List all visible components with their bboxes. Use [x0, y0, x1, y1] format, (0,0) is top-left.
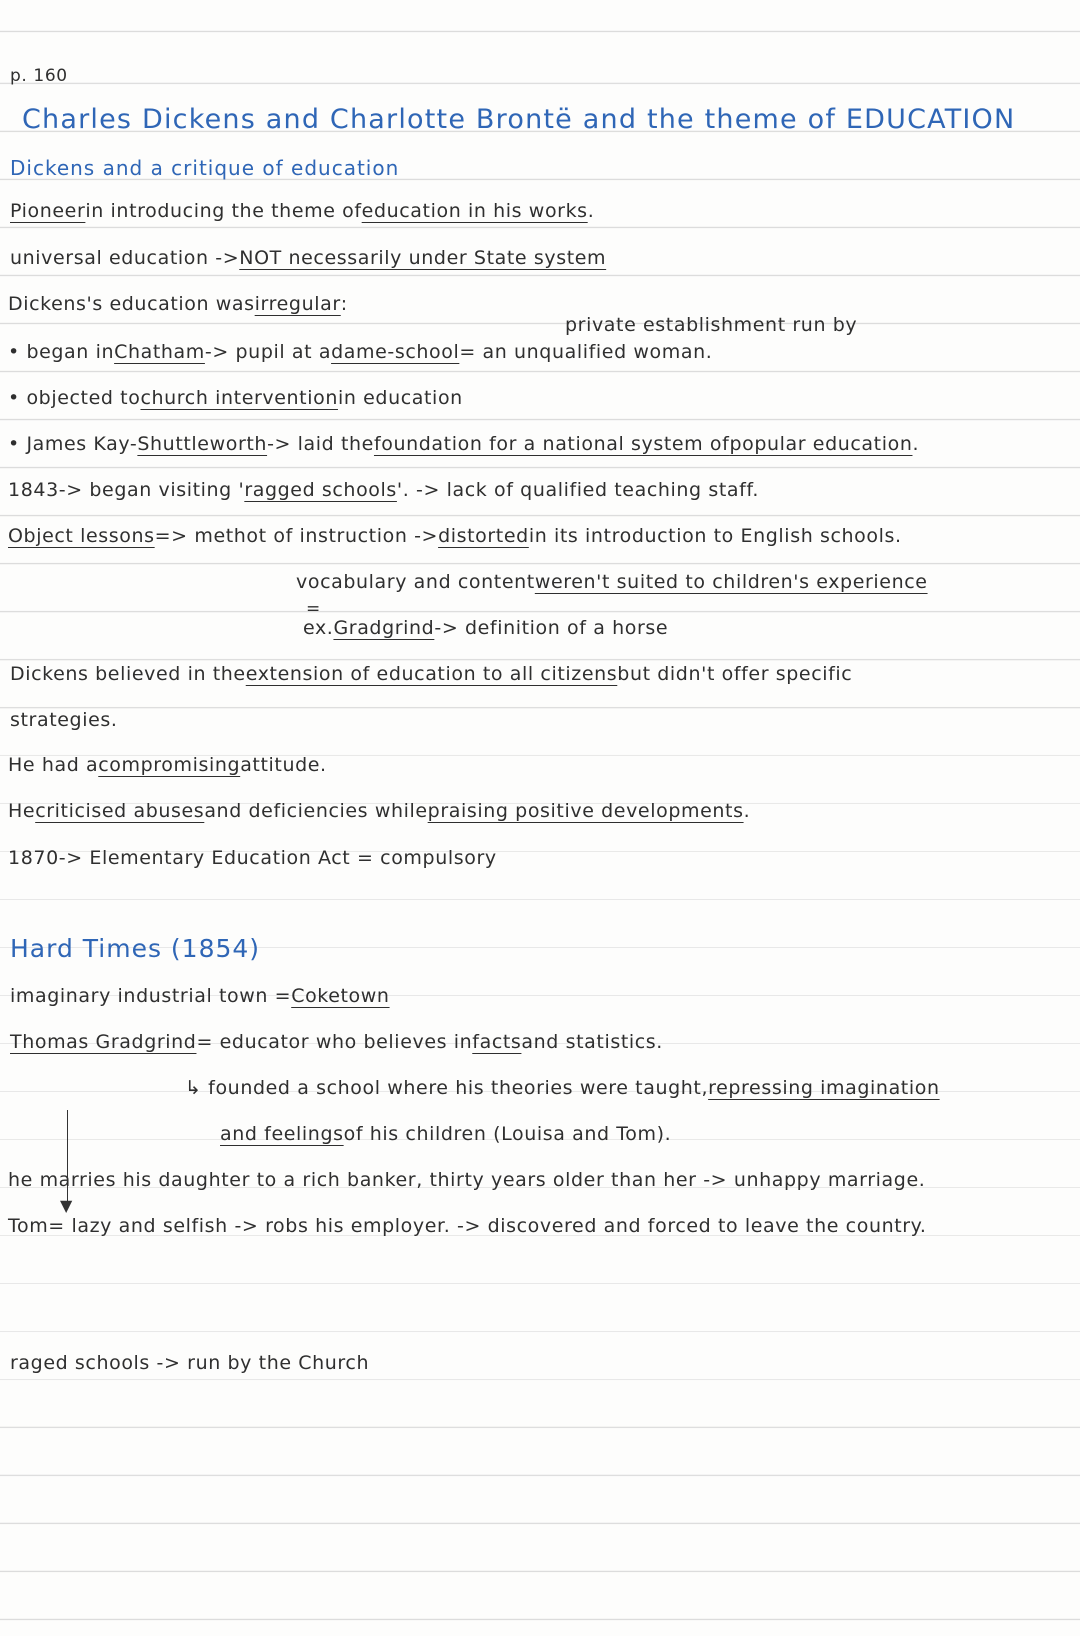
note-text: NOT necessarily under State system: [239, 247, 607, 269]
note-text: vocabulary and content: [296, 571, 535, 593]
note-line-extension: [10, 663, 852, 685]
note-annotation-private: private establishment run by: [565, 314, 858, 336]
note-line-gradgrind: [10, 1031, 663, 1053]
note-text: attitude.: [240, 754, 327, 776]
note-text: irregular: [254, 293, 341, 315]
note-text: ragged schools: [244, 479, 397, 501]
note-line-universal: [10, 247, 606, 269]
note-text: • began in: [8, 341, 115, 363]
note-text: church intervention: [140, 387, 338, 409]
note-text: • objected to: [8, 387, 141, 409]
note-text: extension of education to all citizens: [245, 663, 618, 685]
note-text: distorted: [438, 525, 529, 547]
note-text: but didn't offer specific: [617, 663, 853, 685]
note-text: of his children (Louisa and Tom).: [343, 1123, 672, 1145]
note-text: compromising: [98, 754, 241, 776]
note-text: Chatham: [114, 341, 205, 363]
equals-sign: =: [306, 599, 321, 619]
page-title: Charles Dickens and Charlotte Brontë and the theme of EDUCATION: [22, 104, 1016, 135]
note-text: Coketown: [291, 985, 390, 1007]
note-text: in introducing the theme of: [85, 200, 362, 222]
note-text: He had a: [8, 754, 99, 776]
bullet-kay-shuttleworth: [8, 433, 919, 455]
note-text: = educator who believes in: [196, 1031, 473, 1053]
note-text: education in his works: [361, 200, 588, 222]
note-text: Shuttleworth: [137, 433, 268, 455]
note-text: in its introduction to English schools.: [528, 525, 902, 547]
note-text: and statistics.: [521, 1031, 663, 1053]
note-line-tom: Tom= lazy and selfish -> robs his employer. -> discovered and forced to leave the country.: [8, 1215, 927, 1237]
note-line-school: [185, 1077, 940, 1099]
note-text: '. -> lack of qualified teaching staff.: [396, 479, 759, 501]
note-text: -> laid the: [267, 433, 374, 455]
note-text: ex.: [303, 617, 334, 639]
section-heading-hard-times: Hard Times (1854): [10, 934, 261, 963]
note-text: Thomas Gradgrind: [10, 1031, 197, 1053]
note-text: Dickens's education was: [8, 293, 255, 315]
note-line-feelings: [220, 1123, 671, 1145]
note-text: dame-school: [331, 341, 460, 363]
note-text: Gradgrind: [333, 617, 435, 639]
note-text: repressing imagination: [708, 1077, 940, 1099]
note-text: popular education: [729, 433, 913, 455]
note-line-1870: 1870-> Elementary Education Act = compulsory: [8, 847, 497, 869]
note-line-pioneer: [10, 200, 594, 222]
note-text: • James Kay-: [8, 433, 138, 455]
note-text: -> pupil at a: [204, 341, 332, 363]
note-text: .: [743, 800, 751, 822]
section-heading-critique: Dickens and a critique of education: [10, 156, 400, 180]
note-line-irregular: [8, 293, 348, 315]
bullet-church: [8, 387, 463, 409]
note-text: 1843-> began visiting ': [8, 479, 245, 501]
note-text: => methot of instruction ->: [154, 525, 439, 547]
note-text: foundation for a national system of: [373, 433, 730, 455]
note-line-vocabulary: [296, 571, 928, 593]
bullet-chatham: [8, 341, 712, 363]
note-text: weren't suited to children's experience: [534, 571, 928, 593]
note-line-criticised: [8, 800, 750, 822]
note-text: .: [587, 200, 595, 222]
note-text: He: [8, 800, 36, 822]
note-text: Object lessons: [8, 525, 155, 547]
note-text: Pioneer: [10, 200, 86, 222]
note-text: = an unqualified woman.: [459, 341, 713, 363]
note-line-example: [303, 617, 668, 639]
note-text: imaginary industrial town =: [10, 985, 292, 1007]
note-line-ragged-church: raged schools -> run by the Church: [10, 1352, 370, 1374]
note-text: praising positive developments: [427, 800, 744, 822]
note-text: -> definition of a horse: [434, 617, 669, 639]
note-text: and feelings: [220, 1123, 344, 1145]
note-line-coketown: [10, 985, 390, 1007]
note-line-marriage: he marries his daughter to a rich banker, thirty years older than her -> unhappy marriage.: [8, 1169, 926, 1191]
down-arrow-icon: ▼: [60, 1196, 73, 1215]
note-line-1843: [8, 479, 759, 501]
note-text: in education: [337, 387, 463, 409]
note-text: facts: [472, 1031, 522, 1053]
page-number: p. 160: [10, 66, 68, 86]
note-line-attitude: [8, 754, 327, 776]
note-text: and deficiencies while: [204, 800, 428, 822]
note-line-strategies: strategies.: [10, 709, 118, 731]
note-line-object-lessons: [8, 525, 902, 547]
note-text: :: [340, 293, 348, 315]
note-text: criticised abuses: [35, 800, 205, 822]
note-text: .: [912, 433, 920, 455]
note-text: universal education ->: [10, 247, 240, 269]
note-text: Dickens believed in the: [10, 663, 246, 685]
note-text: ↳ founded a school where his theories were taught,: [185, 1077, 709, 1099]
